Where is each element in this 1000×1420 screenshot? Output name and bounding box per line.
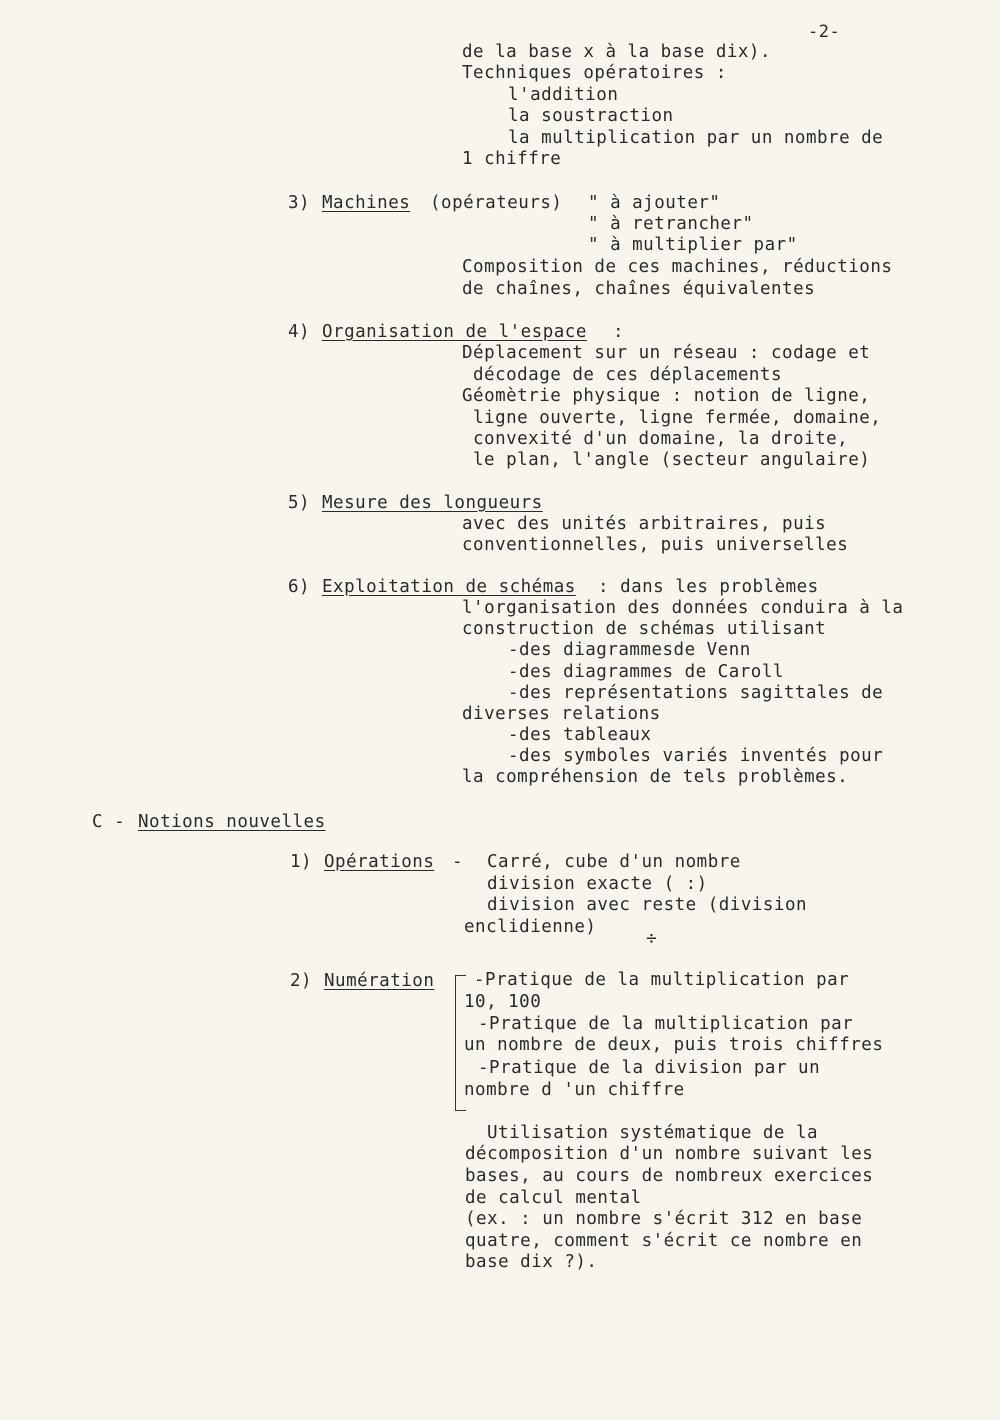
text-line: le plan, l'angle (secteur angulaire) [473, 450, 871, 470]
list-item: -des diagrammes de Caroll [508, 662, 784, 682]
text-line: 1 chiffre [462, 149, 562, 169]
section-number: 5) [288, 493, 311, 513]
section-title: Mesure des longueurs [322, 493, 543, 513]
section-title: Machines [322, 193, 411, 213]
text-line: Techniques opératoires : [462, 63, 727, 83]
section-number: 3) [288, 193, 311, 213]
text-line: (ex. : un nombre s'écrit 312 en base [465, 1209, 863, 1229]
text-line: construction de schémas utilisant [462, 619, 827, 639]
text-line: Carré, cube d'un nombre [487, 852, 741, 872]
page-number: -2- [808, 22, 841, 42]
text-line: de la base x à la base dix). [462, 42, 772, 62]
text-line: ligne ouverte, ligne fermée, domaine, [473, 408, 882, 428]
text-line: base dix ?). [465, 1252, 598, 1272]
operator-item: " à multiplier par" [588, 235, 798, 255]
text-line: convexité d'un domaine, la droite, [473, 429, 849, 449]
text-line: nombre d 'un chiffre [464, 1080, 685, 1100]
section-number: 1) [290, 852, 313, 872]
list-item: -des tableaux [508, 725, 652, 745]
section-number: 2) [290, 971, 313, 991]
text-line: Utilisation systématique de la [487, 1123, 819, 1143]
text-line: décomposition d'un nombre suivant les [465, 1144, 874, 1164]
text-line: diverses relations [462, 704, 661, 724]
text-line: un nombre de deux, puis trois chiffres [464, 1035, 884, 1055]
section-number: 4) [288, 322, 311, 342]
section-title: Organisation de l'espace [322, 322, 587, 342]
text-line: l'organisation des données conduira à la [462, 598, 904, 618]
text-line: -Pratique de la division par un [478, 1058, 821, 1078]
text-line: la multiplication par un nombre de [508, 128, 884, 148]
section-title-rest: (opérateurs) [430, 193, 563, 213]
text-line: bases, au cours de nombreux exercices [465, 1166, 874, 1186]
list-item: -des symboles variés inventés pour [508, 746, 884, 766]
section-title: Numération [324, 971, 435, 991]
text-line: de chaînes, chaînes équivalentes [462, 279, 816, 299]
list-item: -des diagrammesde Venn [508, 640, 751, 660]
text-line: -Pratique de la multiplication par [474, 970, 850, 990]
text-line: Déplacement sur un réseau : codage et [462, 343, 871, 363]
text-line: division avec reste (division [487, 895, 808, 915]
text-line: la soustraction [508, 106, 674, 126]
text-line: conventionnelles, puis universelles [462, 535, 849, 555]
section-colon: : [613, 322, 625, 342]
text-line: avec des unités arbitraires, puis [462, 514, 827, 534]
section-title: Notions nouvelles [138, 812, 326, 832]
division-symbol-icon: ÷ [646, 928, 657, 949]
text-line: -Pratique de la multiplication par [478, 1014, 854, 1034]
text-line: division exacte ( :) [487, 874, 708, 894]
operator-item: " à retrancher" [588, 214, 754, 234]
text-line: de calcul mental [465, 1188, 642, 1208]
text-line: l'addition [508, 85, 619, 105]
text-line: la compréhension de tels problèmes. [462, 767, 849, 787]
section-title-rest: : dans les problèmes [598, 577, 819, 597]
section-letter: C - [92, 812, 126, 832]
text-line: décodage de ces déplacements [473, 365, 783, 385]
text-line: enclidienne) [464, 917, 597, 937]
section-dash: - [452, 852, 464, 872]
section-title: Opérations [324, 852, 435, 872]
text-line: Composition de ces machines, réductions [462, 257, 893, 277]
list-item: -des représentations sagittales de [508, 683, 884, 703]
text-line: 10, 100 [464, 992, 542, 1012]
section-title: Exploitation de schémas [322, 577, 576, 597]
section-number: 6) [288, 577, 311, 597]
operator-item: " à ajouter" [588, 193, 721, 213]
text-line: Géomètrie physique : notion de ligne, [462, 386, 871, 406]
text-line: quatre, comment s'écrit ce nombre en [465, 1231, 863, 1251]
